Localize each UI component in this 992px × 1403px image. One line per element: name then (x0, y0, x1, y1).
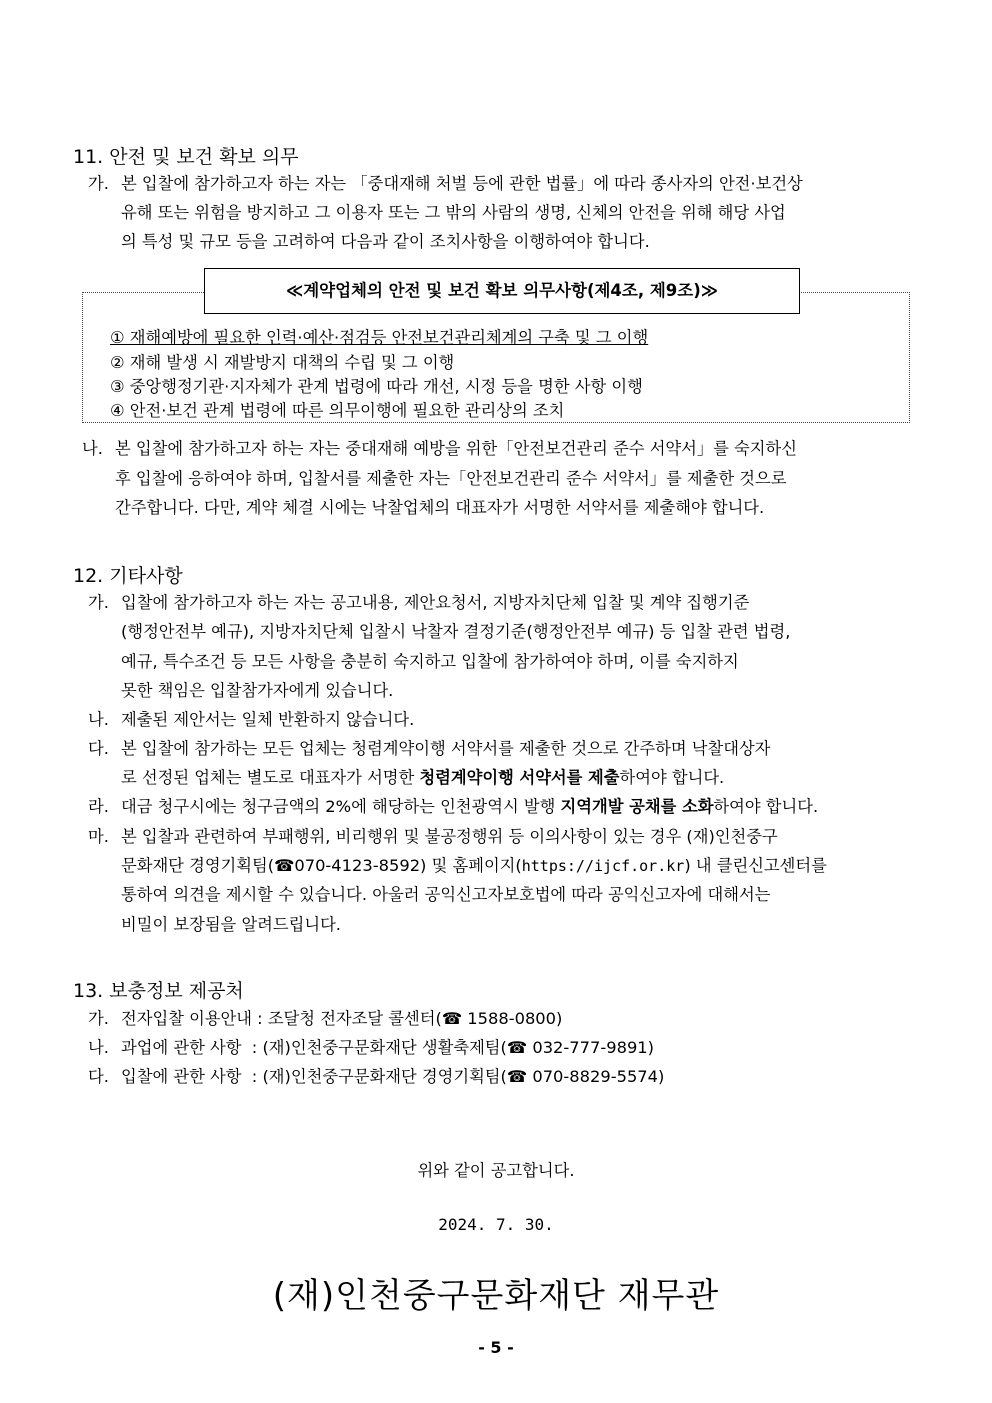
obligation-item-2: ② 재해 발생 시 재발방지 대책의 수립 및 그 이행 (110, 353, 455, 372)
s12-ma-label: 마. (88, 827, 109, 846)
notice-date: 2024. 7. 30. (438, 1215, 554, 1234)
s11-ga-line-2: 유해 또는 위험을 방지하고 그 이용자 또는 그 밖의 사람의 생명, 신체의 안전을 위해 해당 사업 (121, 203, 786, 222)
s11-na-line-2: 후 입찰에 응하여야 하며, 입찰서를 제출한 자는「안전보건관리 준수 서약서」를 제출한 것으로 (115, 469, 787, 488)
section-13-heading: 13. 보충정보 제공처 (73, 980, 244, 1002)
s12-ga-line-3: 예규, 특수조건 등 모든 사항을 충분히 숙지하고 입찰에 참가하여야 하며, 이를 숙지하지 (121, 652, 739, 671)
integrity-pledge-emphasis: 청렴계약이행 서약서를 제출 (419, 768, 620, 787)
s12-ma-line-2: 문화재단 경영기획팀(☎070-4123-8592) 및 홈페이지(https://ijcf.or.kr) 내 클린신고센터를 (121, 856, 827, 875)
section-12-heading: 12. 기타사항 (73, 565, 183, 587)
s12-da-label: 다. (88, 739, 109, 758)
obligation-item-3: ③ 중앙행정기관·지자체가 관계 법령에 따라 개선, 시정 등을 명한 사항 이행 (110, 377, 643, 396)
s12-ga-line-2: (행정안전부 예규), 지방자치단체 입찰시 낙찰자 결정기준(행정안전부 예규) 등 입찰 관련 법령, (121, 622, 791, 641)
s12-ma-line-3: 통하여 의견을 제시할 수 있습니다. 아울러 공익신고자보호법에 따라 공익신고자에 대해서는 (121, 885, 771, 904)
s11-ga-line-1: 가. 본 입찰에 참가하고자 하는 자는 「중대재해 처벌 등에 관한 법률」에 따라 종사자의 안전·보건상 (88, 174, 803, 193)
s12-ra-line: 라. 대금 청구시에는 청구금액의 2%에 해당하는 인천광역시 발행 지역개발 공채를 소화하여야 합니다. (88, 797, 819, 816)
s12-da-line-2: 로 선정된 업체는 별도로 대표자가 서명한 청렴계약이행 서약서를 제출하여야 합니다. (121, 768, 725, 787)
contact-item-2: 나. 과업에 관한 사항 : (재)인천중구문화재단 생활축제팀(☎ 032-777-9891) (88, 1038, 655, 1057)
bond-emphasis: 지역개발 공채를 소화 (560, 797, 714, 816)
s12-na-label: 나. (88, 710, 109, 729)
s11-ga-label: 가. (88, 174, 109, 193)
s11-ga-line-3: 의 특성 및 규모 등을 고려하여 다음과 같이 조치사항을 이행하여야 합니다. (121, 232, 650, 251)
section-11-heading: 11. 안전 및 보건 확보 의무 (73, 146, 299, 168)
homepage-link[interactable]: https://ijcf.or.kr (521, 857, 685, 875)
s12-ga-line-4: 못한 책임은 입찰참가자에게 있습니다. (121, 681, 394, 700)
issuer-name: (재)인천중구문화재단 재무관 (272, 1276, 720, 1316)
s12-na-line: 나. 제출된 제안서는 일체 반환하지 않습니다. (88, 710, 415, 729)
s11-na-label: 나. (82, 439, 103, 458)
s12-da-line-1: 다. 본 입찰에 참가하는 모든 업체는 청렴계약이행 서약서를 제출한 것으로 간주하며 낙찰대상자 (88, 739, 771, 758)
contact-item-3: 다. 입찰에 관한 사항 : (재)인천중구문화재단 경영기획팀(☎ 070-8829-5574) (88, 1067, 665, 1086)
s12-ga-label: 가. (88, 593, 109, 612)
contact-item-1: 가. 전자입찰 이용안내 : 조달청 전자조달 콜센터(☎ 1588-0800) (88, 1009, 563, 1028)
notice-statement: 위와 같이 공고합니다. (417, 1161, 575, 1180)
page-number: - 5 - (478, 1338, 514, 1357)
s12-ma-line-1: 마. 본 입찰과 관련하여 부패행위, 비리행위 및 불공정행위 등 이의사항이 있는 경우 (재)인천중구 (88, 827, 778, 846)
s12-ma-line-4: 비밀이 보장됨을 알려드립니다. (121, 915, 341, 934)
s12-ga-line-1: 가. 입찰에 참가하고자 하는 자는 공고내용, 제안요청서, 지방자치단체 입찰 및 계약 집행기준 (88, 593, 750, 612)
s11-na-line-3: 간주합니다. 다만, 계약 체결 시에는 낙찰업체의 대표자가 서명한 서약서를 제출해야 합니다. (115, 498, 765, 517)
obligation-item-4: ④ 안전·보건 관계 법령에 따른 의무이행에 필요한 관리상의 조치 (110, 401, 565, 420)
s11-na-line-1: 나. 본 입찰에 참가하고자 하는 자는 중대재해 예방을 위한「안전보건관리 준수 서약서」를 숙지하신 (82, 439, 797, 458)
s12-ra-label: 라. (88, 797, 109, 816)
obligations-box-title: ≪계약업체의 안전 및 보건 확보 의무사항(제4조, 제9조)≫ (204, 268, 800, 314)
obligation-item-1: ① 재해예방에 필요한 인력·예산·점검등 안전보건관리체계의 구축 및 그 이행 (110, 328, 649, 347)
